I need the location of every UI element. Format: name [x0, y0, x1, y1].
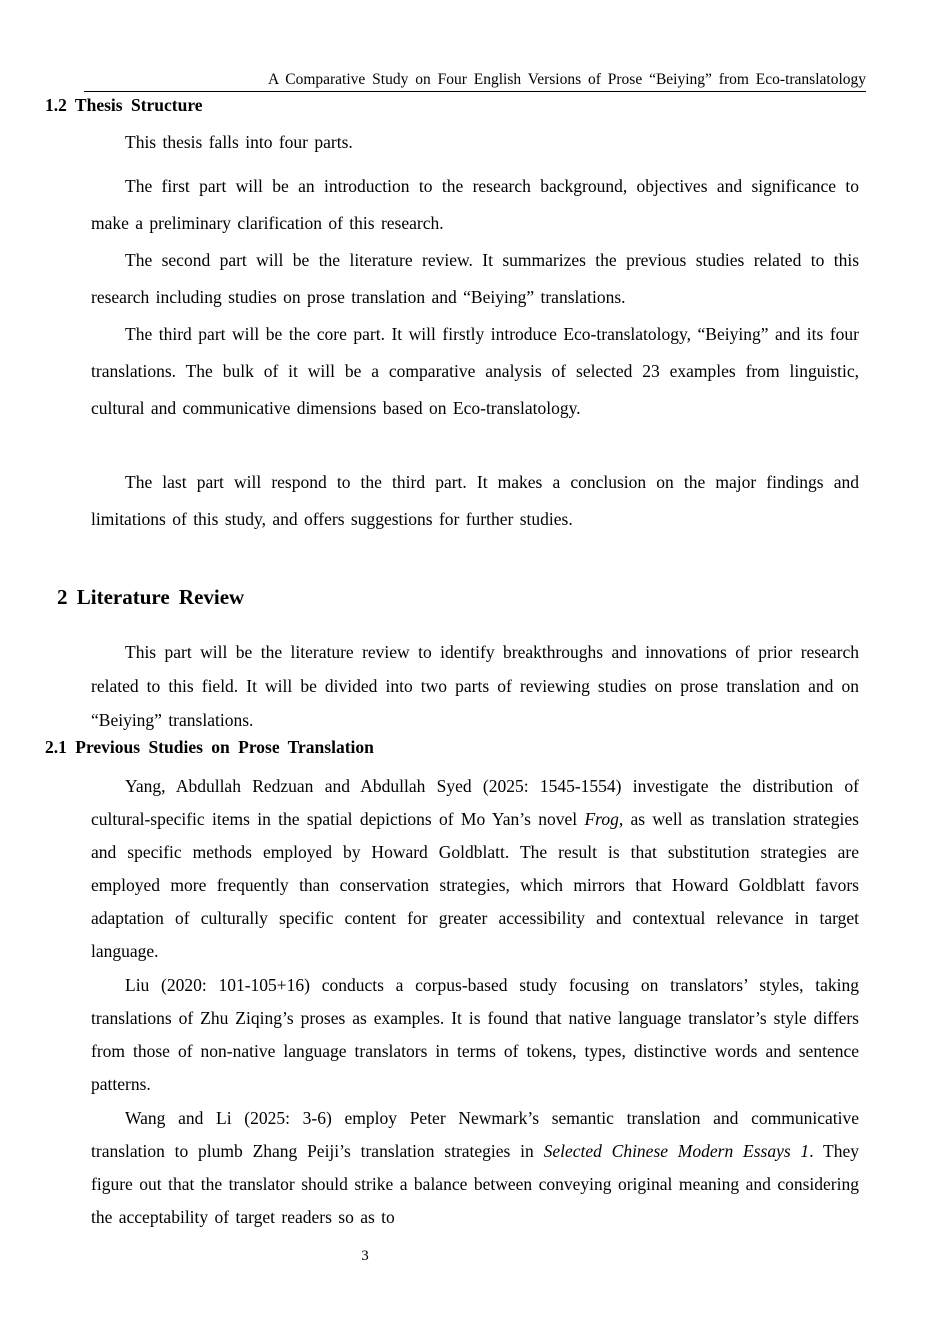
page-number: 3	[361, 1248, 369, 1264]
paragraph-wang-li-study	[91, 1102, 859, 1234]
novel-title-frog: Frog	[584, 809, 619, 829]
chapter-heading-literature-review: 2 Literature Review	[57, 585, 245, 609]
wang-li-text-after: . They figure out that the translator should strike a balance between conveying original meaning and considering the acceptability of target readers so as to	[91, 1141, 859, 1227]
section-heading-1-2: 1.2 Thesis Structure	[45, 95, 203, 115]
paragraph-last-part: The last part will respond to the third part. It makes a conclusion on the major findings and limitations of this study, and offers suggestions for further studies.	[91, 472, 859, 529]
book-title-selected-essays: Selected Chinese Modern Essays 1	[543, 1141, 810, 1161]
paragraph-third-part: The third part will be the core part. It will firstly introduce Eco-translatology, “Beiying” and its four translations. The bulk of it will be a comparative analysis of selected 23 examples from linguistic, cultural and communicative dimensions based on Eco-translatology.	[91, 324, 859, 418]
yang-text-after: , as well as translation strategies and specific methods employed by Howard Goldblatt. The result is that substitution strategies are employed more frequently than conservation strategies, which mirrors that Howard Goldblatt favors adaptation of culturally specific content for greater accessibility and contextual relevance in target language.	[91, 809, 859, 961]
section-heading-2-1: 2.1 Previous Studies on Prose Translation	[45, 737, 374, 757]
paragraph-liu-study: Liu (2020: 101-105+16) conducts a corpus-based study focusing on translators’ styles, taking translations of Zhu Ziqing’s proses as examples. It is found that native language translator’s style differs from those of non-native language translators in terms of tokens, types, distinctive words and sentence patterns.	[91, 975, 859, 1094]
running-header: A Comparative Study on Four English Versions of Prose “Beiying” from Eco-translatology	[84, 70, 866, 92]
paragraph-first-part: The first part will be an introduction to the research background, objectives and significance to make a preliminary clarification of this research.	[91, 176, 859, 233]
paragraph-second-part: The second part will be the literature review. It summarizes the previous studies related to this research including studies on prose translation and “Beiying” translations.	[91, 250, 859, 307]
paragraph-yang-study	[91, 770, 859, 968]
paragraph-literature-intro: This part will be the literature review to identify breakthroughs and innovations of prior research related to this field. It will be divided into two parts of reviewing studies on prose translation and on “Beiying” translations.	[91, 642, 859, 730]
yang-text-before: Yang, Abdullah Redzuan and Abdullah Syed (2025: 1545-1554) investigate the distribution of cultural-specific items in the spatial depictions of Mo Yan’s novel	[91, 776, 859, 829]
paragraph-thesis-intro: This thesis falls into four parts.	[125, 132, 353, 152]
wang-li-text-before: Wang and Li (2025: 3-6) employ Peter Newmark’s semantic translation and communicative translation to plumb Zhang Peiji’s translation strategies in	[91, 1108, 859, 1161]
